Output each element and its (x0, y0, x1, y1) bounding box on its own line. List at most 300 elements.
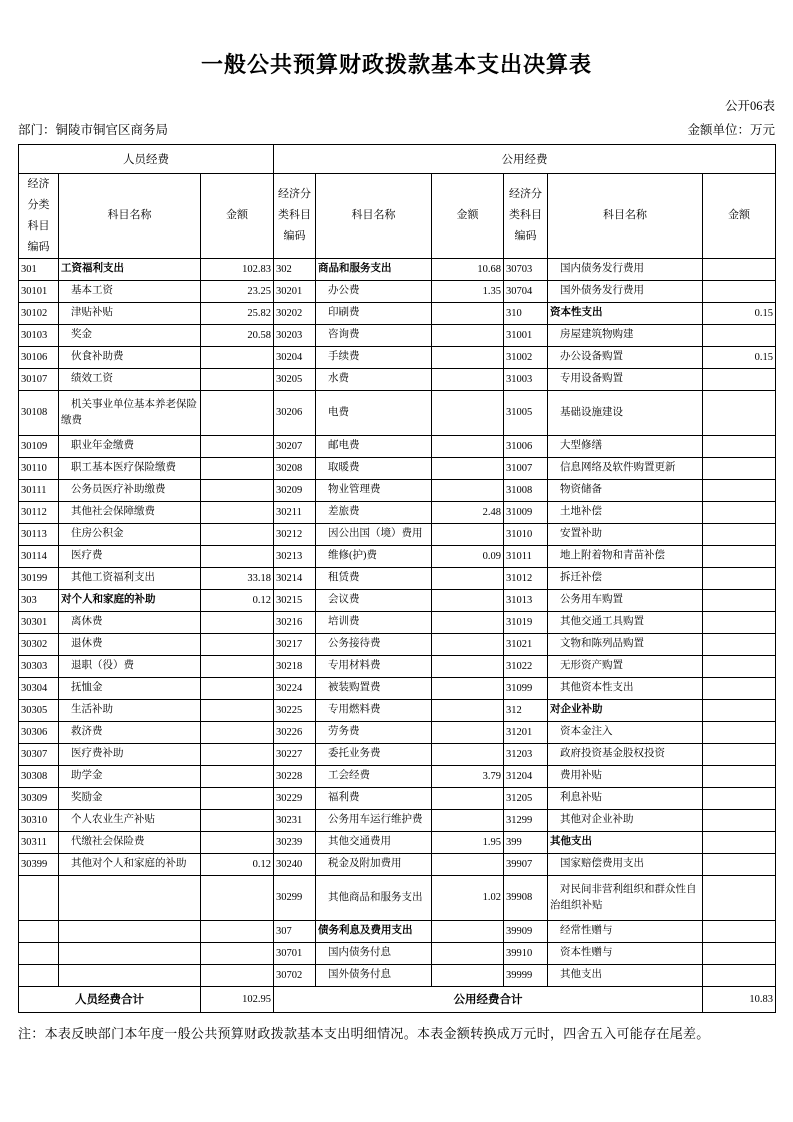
amount-cell (703, 942, 776, 964)
amount-cell (201, 809, 274, 831)
code-cell: 31013 (504, 589, 548, 611)
name-cell: 离休费 (59, 611, 201, 633)
amount-cell (703, 280, 776, 302)
amount-cell (432, 853, 504, 875)
amount-cell (703, 435, 776, 457)
amount-cell (432, 920, 504, 942)
code-cell: 39909 (504, 920, 548, 942)
amount-cell (201, 942, 274, 964)
code-cell: 30211 (274, 501, 316, 523)
code-cell: 31005 (504, 390, 548, 435)
code-cell: 31201 (504, 721, 548, 743)
name-cell: 对民间非营利组织和群众性自治组织补贴 (548, 875, 703, 920)
amount-cell: 10.68 (432, 258, 504, 280)
amount-cell (432, 964, 504, 986)
column-header-name: 科目名称 (316, 174, 432, 259)
table-row (19, 809, 776, 831)
table-row (19, 853, 776, 875)
amount-cell (703, 258, 776, 280)
code-cell: 30111 (19, 479, 59, 501)
amount-cell (201, 699, 274, 721)
code-cell: 30213 (274, 545, 316, 567)
name-cell: 住房公积金 (59, 523, 201, 545)
name-cell: 物资储备 (548, 479, 703, 501)
name-cell: 文物和陈列品购置 (548, 633, 703, 655)
amount-cell (201, 875, 274, 920)
amount-cell (432, 346, 504, 368)
amount-cell (201, 346, 274, 368)
table-row (19, 831, 776, 853)
name-cell: 土地补偿 (548, 501, 703, 523)
amount-cell (432, 743, 504, 765)
code-cell: 30231 (274, 809, 316, 831)
name-cell: 基本工资 (59, 280, 201, 302)
amount-cell (432, 699, 504, 721)
table-row (19, 589, 776, 611)
table-row (19, 567, 776, 589)
name-cell: 咨询费 (316, 324, 432, 346)
name-cell: 办公设备购置 (548, 346, 703, 368)
code-cell: 303 (19, 589, 59, 611)
name-cell: 信息网络及软件购置更新 (548, 457, 703, 479)
amount-cell (703, 589, 776, 611)
name-cell: 国内债务发行费用 (548, 258, 703, 280)
amount-cell (703, 655, 776, 677)
code-cell: 30299 (274, 875, 316, 920)
code-cell: 31001 (504, 324, 548, 346)
column-header-amount: 金额 (432, 174, 504, 259)
table-row (19, 677, 776, 699)
name-cell: 手续费 (316, 346, 432, 368)
table-row (19, 435, 776, 457)
name-cell: 代缴社会保险费 (59, 831, 201, 853)
code-cell: 30101 (19, 280, 59, 302)
code-cell: 30110 (19, 457, 59, 479)
amount-cell (432, 457, 504, 479)
page-title: 一般公共预算财政拨款基本支出决算表 (200, 52, 592, 77)
amount-cell (432, 655, 504, 677)
name-cell: 培训费 (316, 611, 432, 633)
code-cell: 30310 (19, 809, 59, 831)
code-cell (19, 942, 59, 964)
name-cell: 救济费 (59, 721, 201, 743)
code-cell: 30217 (274, 633, 316, 655)
amount-cell (703, 699, 776, 721)
amount-cell: 1.95 (432, 831, 504, 853)
amount-cell (201, 655, 274, 677)
amount-cell: 1.35 (432, 280, 504, 302)
code-cell: 31006 (504, 435, 548, 457)
amount-cell (703, 677, 776, 699)
amount-cell: 0.12 (201, 853, 274, 875)
name-cell: 政府投资基金股权投资 (548, 743, 703, 765)
name-cell: 国家赔偿费用支出 (548, 853, 703, 875)
table-row (19, 920, 776, 942)
budget-table (18, 144, 776, 1013)
name-cell: 专用设备购置 (548, 368, 703, 390)
name-cell: 其他社会保障缴费 (59, 501, 201, 523)
table-row (19, 942, 776, 964)
name-cell: 其他支出 (548, 831, 703, 853)
column-header-name: 科目名称 (59, 174, 201, 259)
name-cell: 专用燃料费 (316, 699, 432, 721)
table-row (19, 324, 776, 346)
code-cell: 30224 (274, 677, 316, 699)
code-cell: 30205 (274, 368, 316, 390)
amount-cell (703, 368, 776, 390)
meta-row (18, 120, 775, 138)
name-cell: 委托业务费 (316, 743, 432, 765)
amount-cell: 0.09 (432, 545, 504, 567)
code-cell: 30102 (19, 302, 59, 324)
table-row (19, 699, 776, 721)
code-cell: 312 (504, 699, 548, 721)
name-cell: 其他交通工具购置 (548, 611, 703, 633)
code-cell: 31204 (504, 765, 548, 787)
code-cell: 30216 (274, 611, 316, 633)
code-cell: 30103 (19, 324, 59, 346)
code-cell: 30214 (274, 567, 316, 589)
code-cell: 30302 (19, 633, 59, 655)
column-header-code: 经济分类科目编码 (504, 174, 548, 259)
name-cell: 办公费 (316, 280, 432, 302)
amount-cell (201, 787, 274, 809)
amount-cell (703, 721, 776, 743)
name-cell: 伙食补助费 (59, 346, 201, 368)
code-cell: 31008 (504, 479, 548, 501)
name-cell: 取暖费 (316, 457, 432, 479)
code-cell: 31012 (504, 567, 548, 589)
name-cell: 机关事业单位基本养老保险缴费 (59, 390, 201, 435)
amount-cell (432, 390, 504, 435)
name-cell: 国内债务付息 (316, 942, 432, 964)
code-cell: 31010 (504, 523, 548, 545)
table-row (19, 368, 776, 390)
name-cell: 拆迁补偿 (548, 567, 703, 589)
code-cell: 31019 (504, 611, 548, 633)
code-cell: 31002 (504, 346, 548, 368)
code-cell: 31099 (504, 677, 548, 699)
amount-cell (703, 765, 776, 787)
code-cell: 30239 (274, 831, 316, 853)
name-cell: 大型修缮 (548, 435, 703, 457)
amount-cell (201, 523, 274, 545)
name-cell: 税金及附加费用 (316, 853, 432, 875)
code-cell: 30227 (274, 743, 316, 765)
name-cell: 对个人和家庭的补助 (59, 589, 201, 611)
amount-cell: 2.48 (432, 501, 504, 523)
name-cell: 助学金 (59, 765, 201, 787)
name-cell: 维修(护)费 (316, 545, 432, 567)
name-cell: 基础设施建设 (548, 390, 703, 435)
name-cell: 印刷费 (316, 302, 432, 324)
group-header-row (19, 145, 776, 174)
totals-row (19, 986, 776, 1012)
table-row (19, 390, 776, 435)
amount-cell (201, 743, 274, 765)
amount-cell (432, 677, 504, 699)
name-cell: 邮电费 (316, 435, 432, 457)
code-cell: 30107 (19, 368, 59, 390)
column-header-amount: 金额 (703, 174, 776, 259)
amount-cell (703, 831, 776, 853)
amount-cell (432, 324, 504, 346)
amount-cell (432, 368, 504, 390)
name-cell: 公务员医疗补助缴费 (59, 479, 201, 501)
name-cell: 差旅费 (316, 501, 432, 523)
form-number-label: 公开06表 (724, 99, 775, 113)
code-cell: 30206 (274, 390, 316, 435)
code-cell: 30212 (274, 523, 316, 545)
code-cell: 30113 (19, 523, 59, 545)
table-row (19, 787, 776, 809)
name-cell: 生活补助 (59, 699, 201, 721)
name-cell: 商品和服务支出 (316, 258, 432, 280)
code-cell: 30399 (19, 853, 59, 875)
amount-cell (703, 875, 776, 920)
table-row (19, 302, 776, 324)
name-cell: 地上附着物和青苗补偿 (548, 545, 703, 567)
code-cell: 30228 (274, 765, 316, 787)
amount-cell: 3.79 (432, 765, 504, 787)
column-header-name: 科目名称 (548, 174, 703, 259)
amount-cell (703, 964, 776, 986)
code-cell: 30701 (274, 942, 316, 964)
name-cell: 工资福利支出 (59, 258, 201, 280)
amount-cell (432, 787, 504, 809)
amount-cell: 20.58 (201, 324, 274, 346)
code-cell: 31205 (504, 787, 548, 809)
code-cell: 31007 (504, 457, 548, 479)
table-row (19, 501, 776, 523)
code-cell: 30311 (19, 831, 59, 853)
name-cell: 物业管理费 (316, 479, 432, 501)
name-cell: 会议费 (316, 589, 432, 611)
amount-cell: 0.15 (703, 346, 776, 368)
table-row (19, 280, 776, 302)
amount-cell (703, 523, 776, 545)
table-row (19, 258, 776, 280)
table-row (19, 545, 776, 567)
amount-cell (703, 501, 776, 523)
name-cell: 福利费 (316, 787, 432, 809)
name-cell: 其他商品和服务支出 (316, 875, 432, 920)
code-cell: 399 (504, 831, 548, 853)
name-cell: 退休费 (59, 633, 201, 655)
name-cell: 资本性支出 (548, 302, 703, 324)
name-cell: 国外债务付息 (316, 964, 432, 986)
code-cell: 30208 (274, 457, 316, 479)
name-cell: 职工基本医疗保险缴费 (59, 457, 201, 479)
code-cell: 30702 (274, 964, 316, 986)
amount-cell (201, 611, 274, 633)
code-cell: 31021 (504, 633, 548, 655)
code-cell: 30305 (19, 699, 59, 721)
code-cell: 30109 (19, 435, 59, 457)
name-cell: 国外债务发行费用 (548, 280, 703, 302)
code-cell: 30207 (274, 435, 316, 457)
code-cell: 30703 (504, 258, 548, 280)
code-cell: 30204 (274, 346, 316, 368)
amount-cell (201, 677, 274, 699)
column-header-code: 经济分类科目编码 (19, 174, 59, 259)
amount-cell (703, 324, 776, 346)
table-row (19, 964, 776, 986)
code-cell: 39999 (504, 964, 548, 986)
code-cell: 30304 (19, 677, 59, 699)
table-row (19, 875, 776, 920)
code-cell: 31299 (504, 809, 548, 831)
name-cell: 因公出国（境）费用 (316, 523, 432, 545)
amount-cell (703, 809, 776, 831)
table-row (19, 633, 776, 655)
name-cell: 安置补助 (548, 523, 703, 545)
name-cell: 津贴补贴 (59, 302, 201, 324)
amount-cell (432, 302, 504, 324)
code-cell: 30108 (19, 390, 59, 435)
code-cell: 30218 (274, 655, 316, 677)
code-cell: 30201 (274, 280, 316, 302)
code-cell: 307 (274, 920, 316, 942)
amount-cell: 0.15 (703, 302, 776, 324)
amount-cell (703, 390, 776, 435)
name-cell: 劳务费 (316, 721, 432, 743)
code-cell: 30112 (19, 501, 59, 523)
code-cell: 31011 (504, 545, 548, 567)
table-row (19, 721, 776, 743)
name-cell: 租赁费 (316, 567, 432, 589)
code-cell: 31003 (504, 368, 548, 390)
name-cell: 其他资本性支出 (548, 677, 703, 699)
amount-cell (201, 457, 274, 479)
name-cell: 资本性赠与 (548, 942, 703, 964)
amount-cell (201, 721, 274, 743)
name-cell: 专用材料费 (316, 655, 432, 677)
table-row (19, 655, 776, 677)
name-cell: 水费 (316, 368, 432, 390)
name-cell: 费用补贴 (548, 765, 703, 787)
code-cell: 31022 (504, 655, 548, 677)
name-cell: 抚恤金 (59, 677, 201, 699)
amount-cell (201, 479, 274, 501)
name-cell (59, 920, 201, 942)
name-cell (59, 964, 201, 986)
amount-cell (201, 633, 274, 655)
name-cell: 其他工资福利支出 (59, 567, 201, 589)
table-row (19, 346, 776, 368)
amount-cell: 102.83 (201, 258, 274, 280)
amount-cell: 1.02 (432, 875, 504, 920)
department-label: 部门：铜陵市铜官区商务局 (18, 123, 169, 137)
amount-cell (432, 567, 504, 589)
name-cell: 绩效工资 (59, 368, 201, 390)
code-cell: 30308 (19, 765, 59, 787)
code-cell: 30106 (19, 346, 59, 368)
code-cell (19, 964, 59, 986)
amount-cell (201, 435, 274, 457)
amount-cell (703, 920, 776, 942)
table-row (19, 611, 776, 633)
name-cell: 医疗费 (59, 545, 201, 567)
name-cell: 其他交通费用 (316, 831, 432, 853)
name-cell: 医疗费补助 (59, 743, 201, 765)
group-header-personnel: 人员经费 (19, 145, 274, 174)
amount-cell (432, 479, 504, 501)
name-cell (59, 942, 201, 964)
name-cell: 退职（役）费 (59, 655, 201, 677)
name-cell: 资本金注入 (548, 721, 703, 743)
code-cell: 30303 (19, 655, 59, 677)
name-cell: 公务接待费 (316, 633, 432, 655)
column-header-row (19, 174, 776, 259)
amount-cell (201, 964, 274, 986)
table-row (19, 765, 776, 787)
name-cell: 债务利息及费用支出 (316, 920, 432, 942)
name-cell: 公务用车购置 (548, 589, 703, 611)
name-cell: 其他对个人和家庭的补助 (59, 853, 201, 875)
code-cell: 30307 (19, 743, 59, 765)
amount-cell: 25.82 (201, 302, 274, 324)
personnel-total-label: 人员经费合计 (19, 986, 201, 1012)
code-cell: 30704 (504, 280, 548, 302)
code-cell: 302 (274, 258, 316, 280)
amount-cell (703, 611, 776, 633)
table-row (19, 457, 776, 479)
code-cell: 30225 (274, 699, 316, 721)
code-cell: 30199 (19, 567, 59, 589)
name-cell (59, 875, 201, 920)
name-cell: 其他支出 (548, 964, 703, 986)
amount-cell (703, 853, 776, 875)
code-cell: 31009 (504, 501, 548, 523)
public-total-label: 公用经费合计 (274, 986, 703, 1012)
code-cell: 30306 (19, 721, 59, 743)
personnel-total-amount: 102.95 (201, 986, 274, 1012)
code-cell: 30309 (19, 787, 59, 809)
footnote: 注：本表反映部门本年度一般公共预算财政拨款基本支出明细情况。本表金额转换成万元时，四舍五入可能存在尾差。 (18, 1025, 710, 1041)
amount-cell (201, 545, 274, 567)
name-cell: 奖金 (59, 324, 201, 346)
table-row (19, 743, 776, 765)
amount-cell (703, 457, 776, 479)
column-header-amount: 金额 (201, 174, 274, 259)
code-cell: 39908 (504, 875, 548, 920)
group-header-public: 公用经费 (274, 145, 776, 174)
name-cell: 个人农业生产补贴 (59, 809, 201, 831)
amount-cell (703, 567, 776, 589)
code-cell: 30301 (19, 611, 59, 633)
code-cell: 30240 (274, 853, 316, 875)
code-cell: 30215 (274, 589, 316, 611)
code-cell: 310 (504, 302, 548, 324)
table-row (19, 479, 776, 501)
amount-cell (201, 501, 274, 523)
amount-cell (201, 765, 274, 787)
amount-cell (432, 942, 504, 964)
amount-cell (201, 368, 274, 390)
name-cell: 房屋建筑物购建 (548, 324, 703, 346)
amount-cell (201, 390, 274, 435)
code-cell (19, 920, 59, 942)
amount-cell (432, 523, 504, 545)
name-cell: 无形资产购置 (548, 655, 703, 677)
code-cell: 30203 (274, 324, 316, 346)
table-row (19, 523, 776, 545)
code-cell: 31203 (504, 743, 548, 765)
code-cell: 30202 (274, 302, 316, 324)
public-total-amount: 10.83 (703, 986, 776, 1012)
code-cell: 30226 (274, 721, 316, 743)
